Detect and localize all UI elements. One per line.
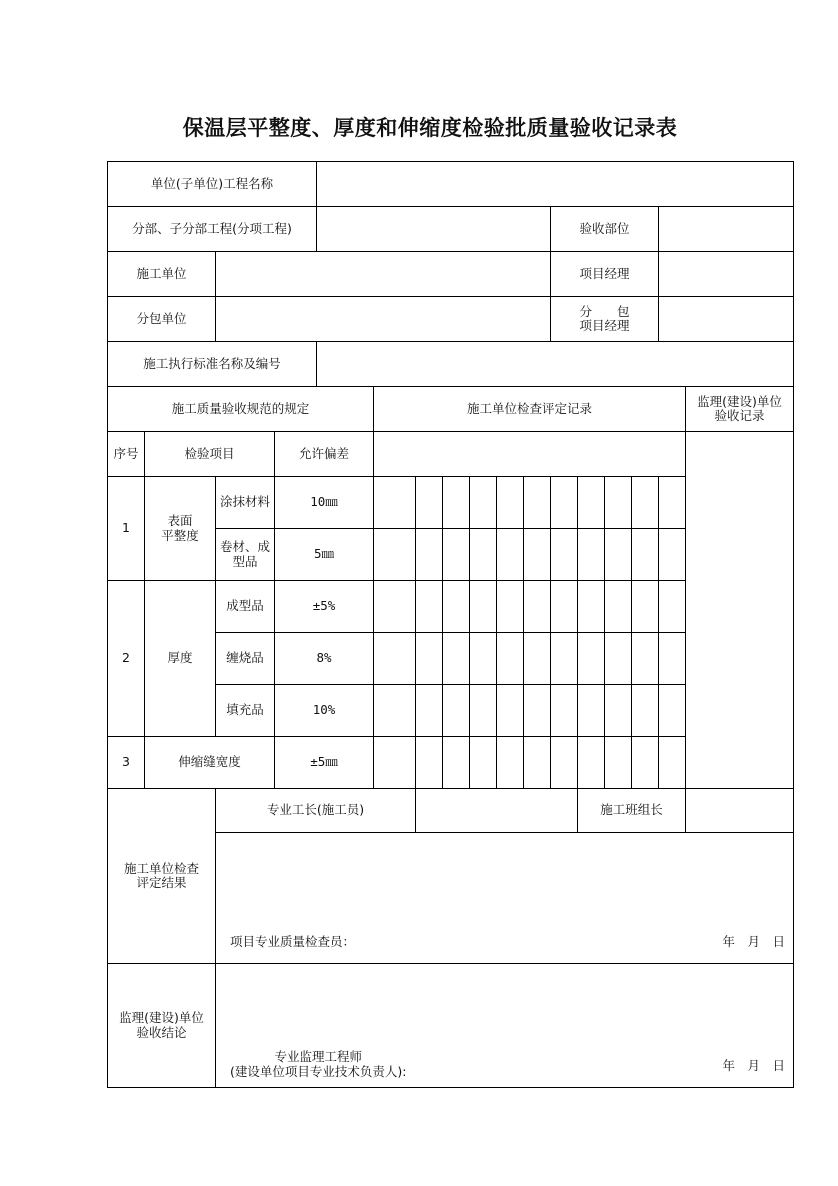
- supervision-date: 年 月 日: [722, 1057, 785, 1073]
- supervisor-label: 专业监理工程师 (建设单位项目专业技术负责人):: [230, 1049, 407, 1079]
- record-cell[interactable]: [659, 581, 686, 633]
- record-cell[interactable]: [659, 633, 686, 685]
- form-title: 保温层平整度、厚度和伸缩度检验批质量验收记录表: [182, 116, 678, 140]
- record-cell[interactable]: [551, 477, 578, 529]
- record-cell[interactable]: [416, 581, 443, 633]
- record-cell[interactable]: [443, 633, 470, 685]
- item-2-sub-3-name: 填充品: [216, 685, 275, 737]
- record-cell[interactable]: [605, 581, 632, 633]
- item-2-seq: 2: [108, 581, 145, 737]
- item-3-seq: 3: [108, 737, 145, 789]
- record-cell[interactable]: [632, 633, 659, 685]
- item-1-seq: 1: [108, 477, 145, 581]
- record-cell[interactable]: [605, 477, 632, 529]
- record-cell[interactable]: [659, 477, 686, 529]
- record-cell[interactable]: [578, 529, 605, 581]
- item-1-sub-2-tolerance: 5㎜: [275, 529, 374, 581]
- item-2-sub-1-tolerance: ±5%: [275, 581, 374, 633]
- construction-unit-field[interactable]: [216, 252, 551, 297]
- record-cell[interactable]: [632, 737, 659, 789]
- record-cell[interactable]: [497, 685, 524, 737]
- record-cell[interactable]: [374, 529, 416, 581]
- item-2-sub-1-name: 成型品: [216, 581, 275, 633]
- record-cell[interactable]: [470, 633, 497, 685]
- record-cell[interactable]: [551, 737, 578, 789]
- record-cell[interactable]: [605, 737, 632, 789]
- foreman-label: 专业工长(施工员): [216, 789, 416, 833]
- record-cell[interactable]: [497, 529, 524, 581]
- record-cell[interactable]: [497, 633, 524, 685]
- record-cell[interactable]: [416, 685, 443, 737]
- item-1-name: 表面 平整度: [145, 477, 216, 581]
- record-cell[interactable]: [551, 633, 578, 685]
- seq-header: 序号: [108, 432, 145, 477]
- quality-inspector-label: 项目专业质量检查员：: [230, 933, 356, 949]
- project-manager-field[interactable]: [659, 252, 794, 297]
- supervision-conclusion-field[interactable]: [216, 964, 794, 1088]
- foreman-field[interactable]: [416, 789, 578, 833]
- item-1-sub-1-name: 涂抹材料: [216, 477, 275, 529]
- record-cell[interactable]: [470, 685, 497, 737]
- record-cell[interactable]: [374, 581, 416, 633]
- record-cell[interactable]: [374, 685, 416, 737]
- subdivision-field[interactable]: [317, 207, 551, 252]
- record-cell[interactable]: [605, 529, 632, 581]
- record-cell[interactable]: [605, 685, 632, 737]
- record-cell[interactable]: [416, 529, 443, 581]
- record-cell[interactable]: [416, 633, 443, 685]
- record-cell[interactable]: [443, 581, 470, 633]
- record-cell[interactable]: [443, 685, 470, 737]
- record-header-blank: [374, 432, 686, 477]
- record-cell[interactable]: [659, 737, 686, 789]
- subcontract-manager-label: [551, 297, 659, 342]
- record-cell[interactable]: [374, 737, 416, 789]
- record-cell[interactable]: [659, 685, 686, 737]
- record-cell[interactable]: [497, 477, 524, 529]
- record-cell[interactable]: [632, 529, 659, 581]
- record-cell[interactable]: [443, 529, 470, 581]
- inspection-record-table: [107, 161, 794, 1088]
- record-cell[interactable]: [578, 581, 605, 633]
- record-cell[interactable]: [578, 477, 605, 529]
- record-cell[interactable]: [470, 529, 497, 581]
- item-1-sub-1-tolerance: 10㎜: [275, 477, 374, 529]
- record-cell[interactable]: [578, 685, 605, 737]
- record-cell[interactable]: [524, 633, 551, 685]
- item-1-sub-2-name: 卷材、成 型品: [216, 529, 275, 581]
- spec-rules-header: 施工质量验收规范的规定: [108, 387, 374, 432]
- unit-result-field[interactable]: [216, 833, 794, 964]
- item-header: 检验项目: [145, 432, 275, 477]
- record-cell[interactable]: [416, 477, 443, 529]
- team-leader-label: 施工班组长: [578, 789, 686, 833]
- supervision-record-header: 监理(建设)单位 验收记录: [686, 387, 794, 432]
- item-2-name: 厚度: [145, 581, 216, 737]
- project-manager-label: 项目经理: [551, 252, 659, 297]
- record-cell[interactable]: [443, 737, 470, 789]
- acceptance-part-label: 验收部位: [551, 207, 659, 252]
- subcontract-manager-field[interactable]: [659, 297, 794, 342]
- subcontract-unit-field[interactable]: [216, 297, 551, 342]
- record-cell[interactable]: [416, 737, 443, 789]
- subcontract-manager-label-line1: 分 包: [579, 303, 630, 319]
- record-cell[interactable]: [578, 633, 605, 685]
- tolerance-header: 允许偏差: [275, 432, 374, 477]
- item-3-tolerance: ±5㎜: [275, 737, 374, 789]
- record-cell[interactable]: [605, 633, 632, 685]
- record-cell[interactable]: [470, 477, 497, 529]
- record-cell[interactable]: [551, 581, 578, 633]
- project-name-label: 单位(子单位)工程名称: [108, 162, 317, 207]
- supervision-conclusion-label: 监理(建设)单位 验收结论: [108, 964, 216, 1088]
- construction-unit-label: 施工单位: [108, 252, 216, 297]
- acceptance-part-field[interactable]: [659, 207, 794, 252]
- record-cell[interactable]: [497, 581, 524, 633]
- standard-label: 施工执行标准名称及编号: [108, 342, 317, 387]
- standard-field[interactable]: [317, 342, 794, 387]
- record-cell[interactable]: [524, 685, 551, 737]
- record-cell[interactable]: [551, 529, 578, 581]
- item-2-sub-2-name: 缠烧品: [216, 633, 275, 685]
- record-cell[interactable]: [551, 685, 578, 737]
- unit-result-date: 年 月 日: [722, 933, 785, 949]
- record-cell[interactable]: [524, 581, 551, 633]
- record-cell[interactable]: [443, 477, 470, 529]
- record-cell[interactable]: [497, 737, 524, 789]
- subcontract-unit-label: 分包单位: [108, 297, 216, 342]
- record-cell[interactable]: [632, 581, 659, 633]
- record-cell[interactable]: [659, 529, 686, 581]
- record-cell[interactable]: [524, 737, 551, 789]
- unit-check-record-header: 施工单位检查评定记录: [374, 387, 686, 432]
- record-cell[interactable]: [524, 477, 551, 529]
- record-cell[interactable]: [470, 581, 497, 633]
- subdivision-label: 分部、子分部工程(分项工程): [108, 207, 317, 252]
- record-cell[interactable]: [632, 685, 659, 737]
- record-cell[interactable]: [374, 477, 416, 529]
- record-cell[interactable]: [470, 737, 497, 789]
- record-cell[interactable]: [632, 477, 659, 529]
- team-leader-field[interactable]: [686, 789, 794, 833]
- item-2-sub-2-tolerance: 8%: [275, 633, 374, 685]
- unit-result-label: 施工单位检查 评定结果: [108, 789, 216, 964]
- project-name-field[interactable]: [317, 162, 794, 207]
- record-cell[interactable]: [374, 633, 416, 685]
- item-3-name: 伸缩缝宽度: [145, 737, 275, 789]
- supervision-record-cell[interactable]: [686, 432, 794, 789]
- record-cell[interactable]: [524, 529, 551, 581]
- subcontract-manager-label-line2: 项目经理: [579, 318, 630, 333]
- item-2-sub-3-tolerance: 10%: [275, 685, 374, 737]
- record-cell[interactable]: [578, 737, 605, 789]
